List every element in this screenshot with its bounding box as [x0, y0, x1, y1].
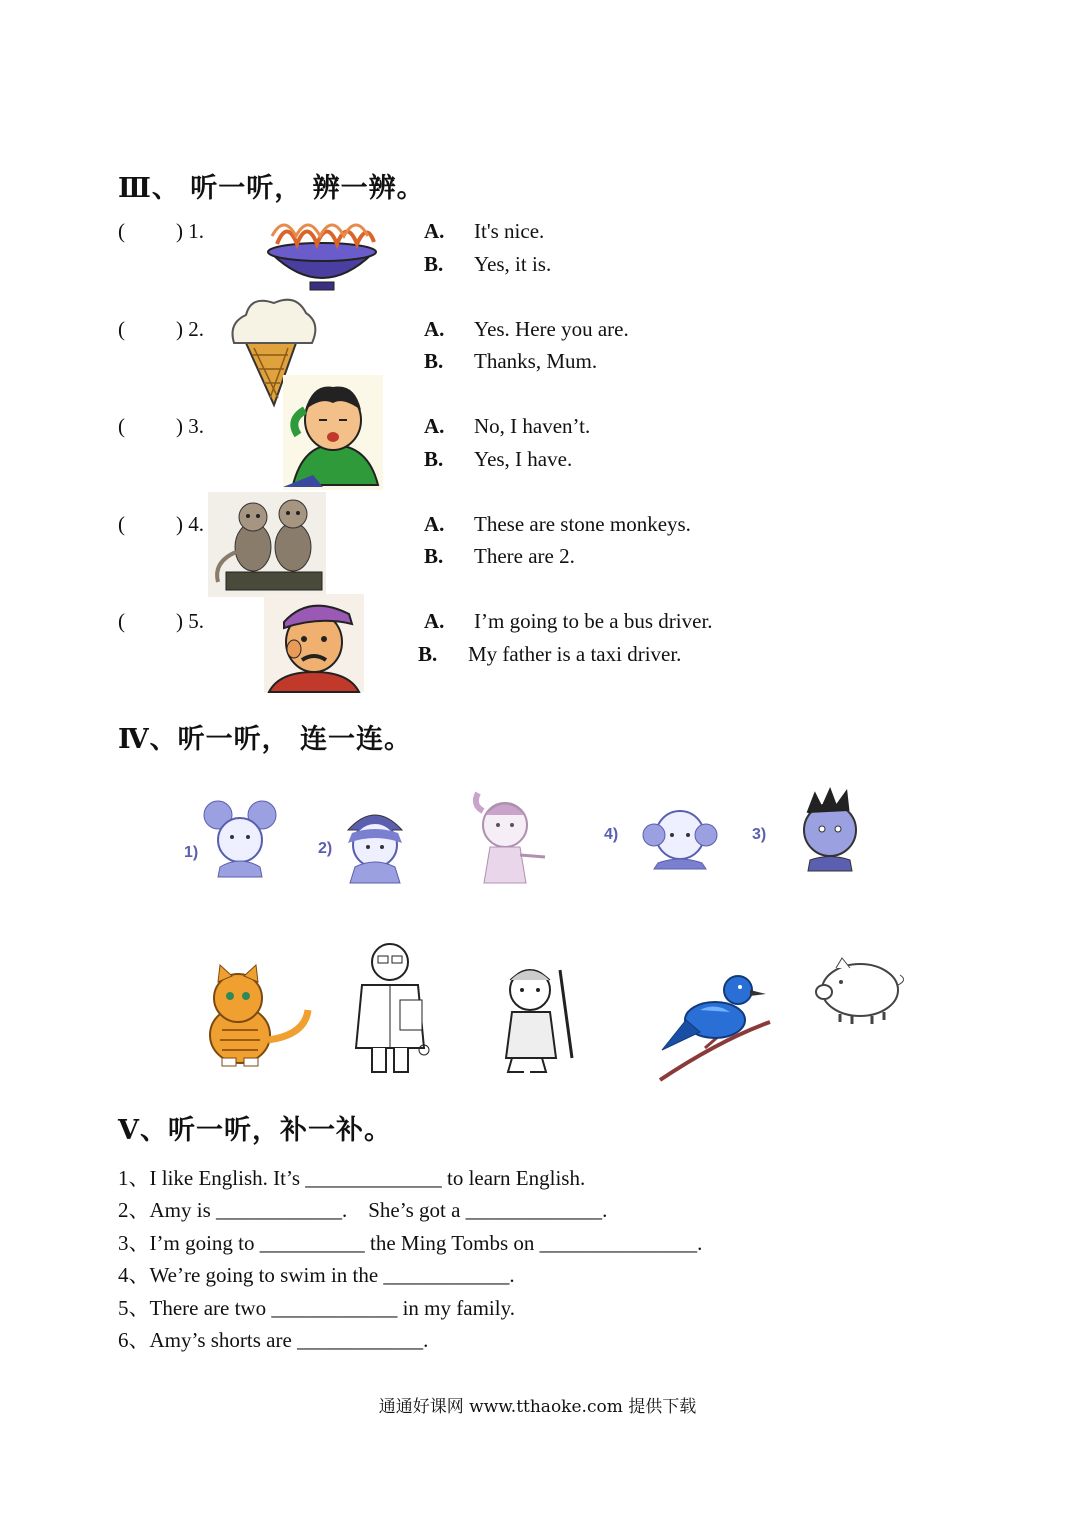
item-blue-bird[interactable]: [660, 976, 770, 1080]
option-b-text: There are 2.: [474, 544, 575, 568]
item-cat[interactable]: [210, 965, 308, 1066]
item-doctor[interactable]: [356, 944, 429, 1072]
section5-title: Ⅴ、听一听，补一补。: [118, 1115, 392, 1146]
child-3-ponytail-girl[interactable]: [476, 793, 545, 883]
child-1-girl-with-buns[interactable]: [184, 801, 276, 877]
child-5-spiky-hair-boy[interactable]: [752, 791, 856, 871]
fill-line-5[interactable]: 5、There are two ____________ in my family.: [118, 1296, 515, 1320]
child-label-1: 1): [184, 844, 199, 861]
option-a-letter: A.: [424, 219, 445, 243]
question-number: ) 2.: [176, 317, 204, 341]
fill-line-4[interactable]: 4、We’re going to swim in the ____________.: [118, 1263, 515, 1287]
option-b-letter: B.: [424, 544, 444, 568]
section4-title: Ⅳ、听一听， 连一连。: [118, 724, 413, 755]
option-b-text: My father is a taxi driver.: [468, 642, 682, 666]
fill-line-2[interactable]: 2、Amy is ____________. She’s got a _____________.: [118, 1198, 608, 1222]
option-a-letter: A.: [424, 512, 445, 536]
answer-paren[interactable]: (: [118, 609, 125, 633]
question-number: ) 1.: [176, 219, 204, 243]
answer-paren[interactable]: (: [118, 414, 125, 438]
child-4-boy-with-earmuffs[interactable]: [604, 811, 717, 869]
driver-man-picture: [264, 594, 364, 692]
answer-paren[interactable]: (: [118, 317, 125, 341]
answer-paren[interactable]: (: [118, 512, 125, 536]
fill-line-3[interactable]: 3、I’m going to __________ the Ming Tombs on _______________.: [118, 1231, 703, 1255]
item-monkey-king[interactable]: [506, 970, 572, 1072]
option-b-letter: B.: [424, 252, 444, 276]
stone-monkeys-picture: [208, 492, 326, 597]
item-pig[interactable]: [816, 958, 904, 1024]
option-a-letter: A.: [424, 414, 445, 438]
option-b-letter: B.: [424, 349, 444, 373]
option-b-text: Yes, it is.: [474, 252, 552, 276]
question-number: ) 5.: [176, 609, 204, 633]
option-a-letter: A.: [424, 317, 445, 341]
child-label-3: 3): [752, 826, 767, 843]
fill-line-6[interactable]: 6、Amy’s shorts are ____________.: [118, 1328, 429, 1352]
option-a-text: I’m going to be a bus driver.: [474, 609, 713, 633]
answer-paren[interactable]: (: [118, 219, 125, 243]
noodles-bowl-picture: [262, 214, 382, 294]
option-a-text: No, I haven’t.: [474, 414, 591, 438]
child-2-in-hat[interactable]: [318, 815, 402, 883]
items-row: [200, 940, 910, 1090]
page-footer: 通通好课网 www.tthaoke.com 提供下载: [378, 1397, 697, 1417]
section3-title: Ⅲ、 听一听， 辨一辨。: [118, 173, 425, 204]
option-a-text: It's nice.: [474, 219, 545, 243]
fill-line-1[interactable]: 1、I like English. It’s _____________ to learn English.: [118, 1166, 586, 1190]
option-b-letter: B.: [424, 447, 444, 471]
child-label-2: 2): [318, 840, 333, 857]
option-a-letter: A.: [424, 609, 445, 633]
option-b-text: Yes, I have.: [474, 447, 573, 471]
option-a-text: These are stone monkeys.: [474, 512, 691, 536]
child-label-4: 4): [604, 826, 619, 843]
option-a-text: Yes. Here you are.: [474, 317, 629, 341]
option-b-letter: B.: [418, 642, 438, 666]
sick-boy-picture: [283, 375, 383, 490]
question-number: ) 3.: [176, 414, 204, 438]
question-number: ) 4.: [176, 512, 204, 536]
children-row: [180, 785, 890, 890]
option-b-text: Thanks, Mum.: [474, 349, 598, 373]
